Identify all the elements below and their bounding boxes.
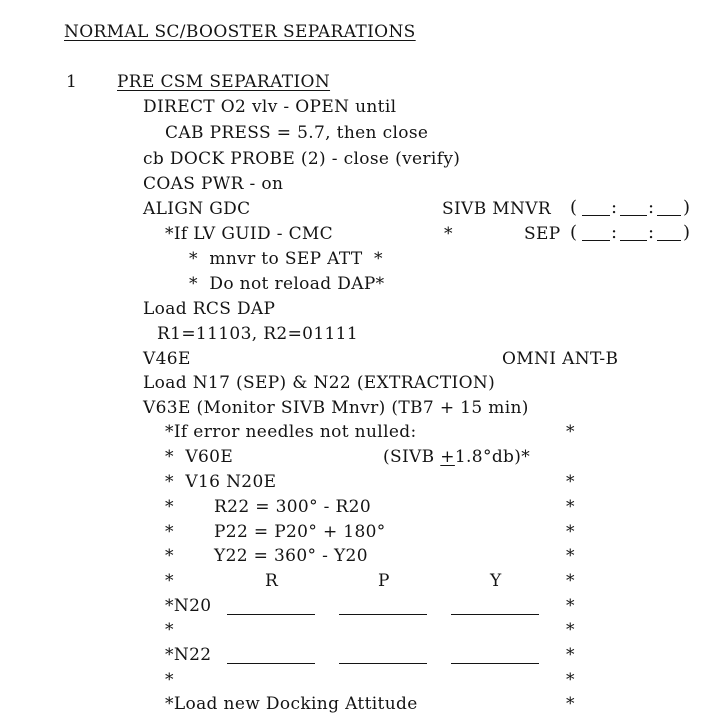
blank-star-2: *: [165, 670, 174, 690]
omni-ant-b: OMNI ANT-B: [502, 349, 619, 369]
n20-label: *N20: [165, 596, 212, 616]
right-star: *: [566, 422, 575, 442]
sivb-mnvr-colon-2: :: [648, 197, 655, 218]
sep-hours-blank[interactable]: [582, 240, 610, 241]
rpy-header-star: *: [165, 571, 174, 591]
n20-r-blank[interactable]: [227, 614, 315, 615]
p22-star: *: [165, 522, 174, 542]
sivb-mnvr-minutes-blank[interactable]: [620, 215, 647, 216]
right-star: *: [566, 546, 575, 566]
sep-minutes-blank[interactable]: [620, 240, 647, 241]
line-coas-pwr: COAS PWR - on: [143, 174, 284, 194]
line-p22-formula: P22 = P20° + 180°: [214, 522, 386, 542]
right-star: *: [566, 596, 575, 616]
right-star: *: [566, 620, 575, 640]
right-star: *: [566, 472, 575, 492]
right-star: *: [566, 497, 575, 517]
sep-colon-2: :: [648, 222, 655, 243]
section-title: PRE CSM SEPARATION: [117, 72, 331, 92]
column-y-label: Y: [490, 571, 502, 591]
y22-star: *: [165, 546, 174, 566]
n22-y-blank[interactable]: [451, 663, 539, 664]
line-y22-formula: Y22 = 360° - Y20: [214, 546, 368, 566]
line-mnvr-sep-att: * mnvr to SEP ATT *: [189, 249, 383, 269]
n22-p-blank[interactable]: [339, 663, 427, 664]
sivb-deadband: (SIVB +1.8°db)*: [383, 447, 531, 467]
line-v16-n20e: * V16 N20E: [165, 472, 277, 492]
n22-r-blank[interactable]: [227, 663, 315, 664]
line-v46e: V46E: [143, 349, 191, 369]
sep-open-paren: (: [570, 222, 578, 243]
right-star: *: [566, 670, 575, 690]
line-if-error-needles: *If error needles not nulled:: [165, 422, 417, 442]
line-if-lv-guid: *If LV GUID - CMC: [165, 224, 334, 244]
line-direct-o2: DIRECT O2 vlv - OPEN until: [143, 97, 397, 117]
section-number: 1: [66, 72, 78, 92]
line-v63e: V63E (Monitor SIVB Mnvr) (TB7 + 15 min): [143, 398, 529, 418]
line-cab-press: CAB PRESS = 5.7, then close: [165, 123, 429, 143]
line-cb-dock-probe: cb DOCK PROBE (2) - close (verify): [143, 149, 461, 169]
n22-label: *N22: [165, 645, 212, 665]
right-star: *: [566, 571, 575, 591]
r22-star: *: [165, 497, 174, 517]
line-load-docking-attitude: *Load new Docking Attitude: [165, 694, 418, 714]
sivb-mnvr-label: SIVB MNVR: [442, 199, 552, 219]
right-star: *: [566, 694, 575, 714]
line-align-gdc: ALIGN GDC: [143, 199, 251, 219]
sivb-mnvr-colon-1: :: [611, 197, 618, 218]
if-lv-guid-star: *: [444, 224, 453, 244]
sivb-mnvr-open-paren: (: [570, 197, 578, 218]
sep-label: SEP: [524, 224, 561, 244]
document-header: NORMAL SC/BOOSTER SEPARATIONS: [64, 22, 416, 42]
column-r-label: R: [265, 571, 279, 591]
sep-close-paren: ): [683, 222, 691, 243]
sep-seconds-blank[interactable]: [657, 240, 681, 241]
line-r22-formula: R22 = 300° - R20: [214, 497, 372, 517]
sivb-mnvr-seconds-blank[interactable]: [657, 215, 681, 216]
line-v60e: * V60E: [165, 447, 234, 467]
sep-colon-1: :: [611, 222, 618, 243]
column-p-label: P: [378, 571, 390, 591]
sivb-mnvr-hours-blank[interactable]: [582, 215, 610, 216]
n20-y-blank[interactable]: [451, 614, 539, 615]
line-do-not-reload: * Do not reload DAP*: [189, 274, 385, 294]
blank-star-1: *: [165, 620, 174, 640]
line-load-rcs-dap: Load RCS DAP: [143, 299, 276, 319]
n20-p-blank[interactable]: [339, 614, 427, 615]
line-load-n17: Load N17 (SEP) & N22 (EXTRACTION): [143, 373, 496, 393]
right-star: *: [566, 645, 575, 665]
line-r1-r2: R1=11103, R2=01111: [157, 324, 358, 344]
right-star: *: [566, 522, 575, 542]
sivb-mnvr-close-paren: ): [683, 197, 691, 218]
